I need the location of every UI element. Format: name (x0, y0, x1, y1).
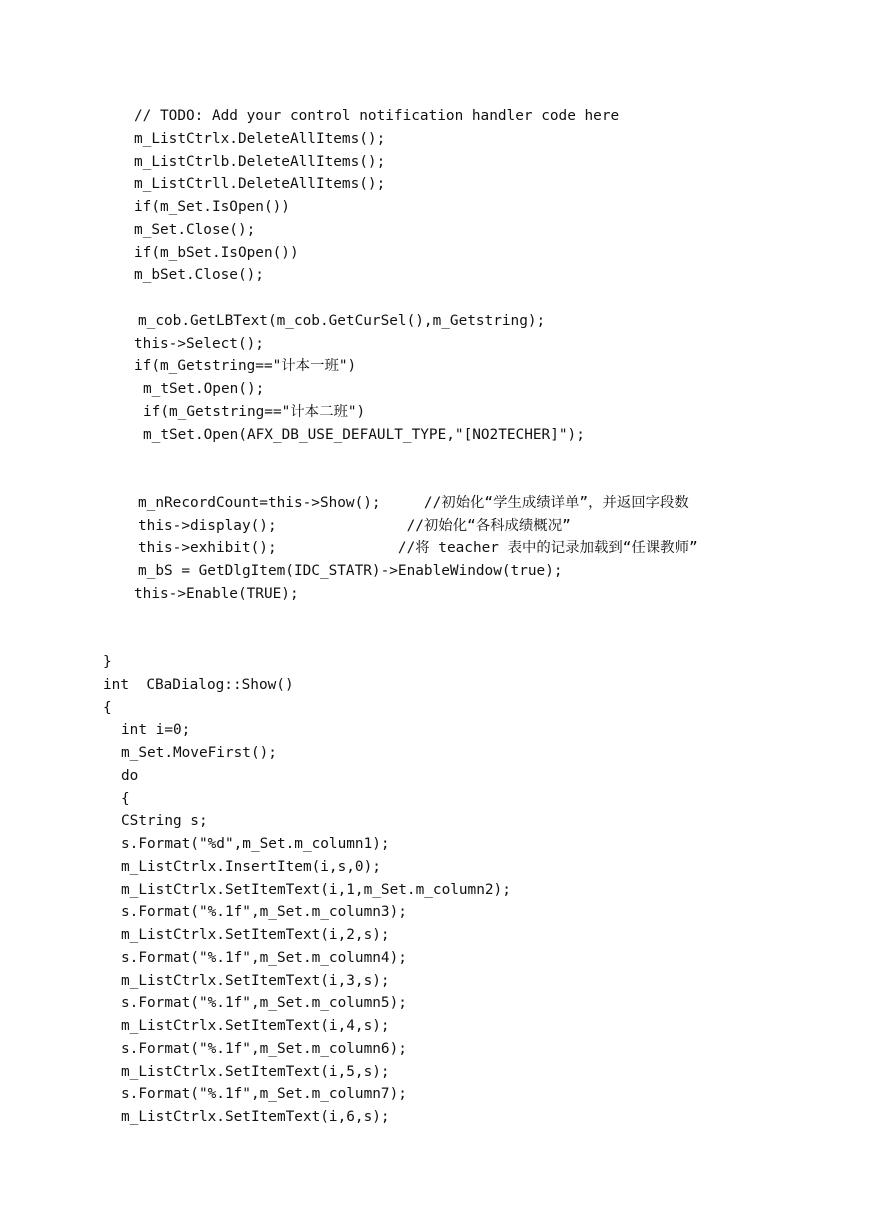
code-line-1: // TODO: Add your control notification handler code here (134, 108, 620, 124)
code-line-21: int CBaDialog::Show() (103, 677, 294, 693)
code-line-28: s.Format("%d",m_Set.m_column1); (121, 836, 390, 852)
code-line-11: if(m_Getstring=="计本一班") (134, 358, 357, 374)
code-line-30: m_ListCtrlx.SetItemText(i,1,m_Set.m_column2); (121, 882, 511, 898)
code-line-36: m_ListCtrlx.SetItemText(i,4,s); (121, 1018, 390, 1034)
code-line-13: if(m_Getstring=="计本二班") (143, 404, 366, 420)
code-line-3: m_ListCtrlb.DeleteAllItems(); (134, 154, 386, 170)
code-line-25: do (121, 768, 139, 784)
code-line-31: s.Format("%.1f",m_Set.m_column3); (121, 904, 407, 920)
code-line-5: if(m_Set.IsOpen()) (134, 199, 290, 215)
code-line-18: m_bS = GetDlgItem(IDC_STATR)->EnableWindow(true); (138, 563, 563, 579)
code-line-4: m_ListCtrll.DeleteAllItems(); (134, 176, 386, 192)
code-line-2: m_ListCtrlx.DeleteAllItems(); (134, 131, 386, 147)
code-line-14: m_tSet.Open(AFX_DB_USE_DEFAULT_TYPE,"[NO2TECHER]"); (143, 427, 585, 443)
code-line-26: { (121, 791, 130, 807)
code-line-39: s.Format("%.1f",m_Set.m_column7); (121, 1086, 407, 1102)
code-line-12: m_tSet.Open(); (143, 381, 265, 397)
code-line-7: if(m_bSet.IsOpen()) (134, 245, 299, 261)
code-line-23: int i=0; (121, 722, 191, 738)
code-line-29: m_ListCtrlx.InsertItem(i,s,0); (121, 859, 381, 875)
code-line-15: m_nRecordCount=this->Show(); //初始化“学生成绩详单”，并返回字段数 (138, 495, 689, 511)
code-line-9: m_cob.GetLBText(m_cob.GetCurSel(),m_Getstring); (138, 313, 546, 329)
code-line-37: s.Format("%.1f",m_Set.m_column6); (121, 1041, 407, 1057)
code-line-16: this->display(); //初始化“各科成绩概况” (138, 518, 571, 534)
code-line-19: this->Enable(TRUE); (134, 586, 299, 602)
code-line-40: m_ListCtrlx.SetItemText(i,6,s); (121, 1109, 390, 1125)
code-line-33: s.Format("%.1f",m_Set.m_column4); (121, 950, 407, 966)
code-line-32: m_ListCtrlx.SetItemText(i,2,s); (121, 927, 390, 943)
code-line-22: { (103, 700, 112, 716)
code-line-24: m_Set.MoveFirst(); (121, 745, 277, 761)
code-line-10: this->Select(); (134, 336, 264, 352)
code-line-6: m_Set.Close(); (134, 222, 256, 238)
code-line-35: s.Format("%.1f",m_Set.m_column5); (121, 995, 407, 1011)
code-line-34: m_ListCtrlx.SetItemText(i,3,s); (121, 973, 390, 989)
code-line-20: } (103, 654, 112, 670)
code-line-8: m_bSet.Close(); (134, 267, 264, 283)
code-line-27: CString s; (121, 813, 208, 829)
code-line-17: this->exhibit(); //将 teacher 表中的记录加载到“任课教师” (138, 540, 698, 556)
code-line-38: m_ListCtrlx.SetItemText(i,5,s); (121, 1064, 390, 1080)
